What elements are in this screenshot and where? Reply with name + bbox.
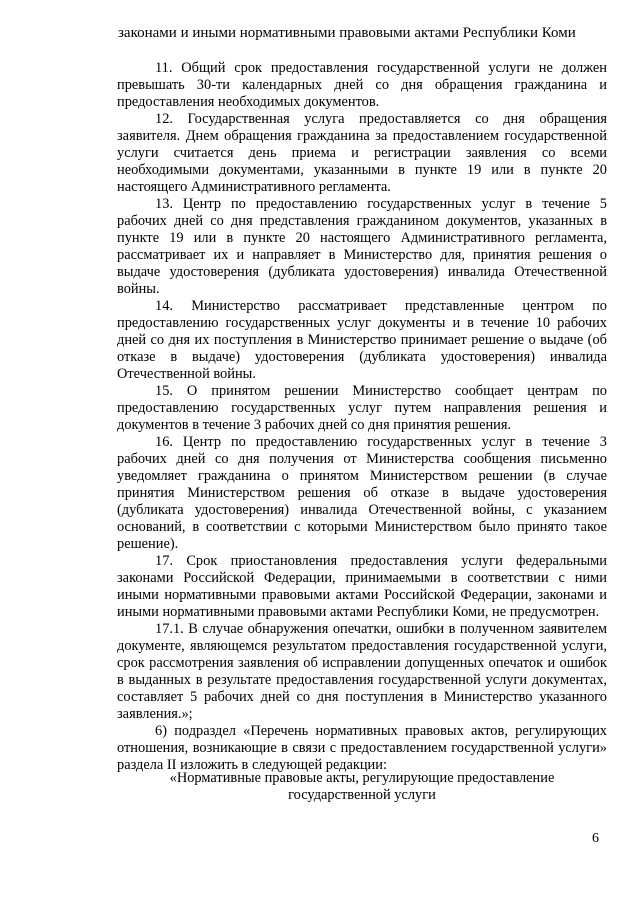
page-number: 6 (592, 831, 599, 846)
paragraph-13: 13. Центр по предоставлению государственных услуг в течение 5 рабочих дней со дня представления гражданином документов, указанных в пункте 19 или в пункте 20 настоящего Административного регламента, рассматривает их и направляет в Министерство для, принятия решения о выдаче удостоверения (дубликата удостоверения) инвалида Отечественной войны. (117, 196, 607, 297)
paragraph-15: 15. О принятом решении Министерство сообщает центрам по предоставлению государственных услуг путем направления решения и документов в течение 3 рабочих дней со дня принятия решения. (117, 383, 607, 433)
section-title (117, 770, 607, 804)
paragraph-11: 11. Общий срок предоставления государственной услуги не должен превышать 30-ти календарных дней со дня обращения гражданина и предоставления необходимых документов. (117, 60, 607, 110)
paragraph-16: 16. Центр по предоставлению государственных услуг в течение 3 рабочих дней со дня получения от Министерства сообщения письменно уведомляет гражданина о принятом Министерством решении (в случае принятия Министерством решения об отказе в выдаче удостоверения (дубликата удостоверения) инвалида Отечественной войны, с указанием оснований, в соответствии с которыми Министерством было принято такое решение). (117, 434, 607, 552)
paragraph-12: 12. Государственная услуга предоставляется со дня обращения заявителя. Днем обращения гражданина за предоставлением государственной услуги считается день приема и регистрации заявления со всеми необходимыми документами, указанными в пункте 19 или в пункте 20 настоящего Административного регламента. (117, 111, 607, 195)
section-title-line-1: «Нормативные правовые акты, регулирующие предоставление (169, 770, 555, 786)
paragraph-17: 17. Срок приостановления предоставления услуги федеральными законами Российской Федерации, принимаемыми в соответствии с ними иными нормативными правовыми актами Российской Федерации, законами и иными нормативными правовыми актами Республики Коми, не предусмотрен. (117, 553, 607, 620)
paragraph-17-1: 17.1. В случае обнаружения опечатки, ошибки в полученном заявителем документе, являющемся результатом предоставления государственной услуги, срок рассмотрения заявления об исправлении допущенных опечаток и ошибок в выданных в результате предоставления государственной услуги документах, составляет 5 рабочих дней со дня поступления в Министерство указанного заявления.»; (117, 621, 607, 722)
running-header: законами и иными нормативными правовыми актами Республики Коми (118, 25, 576, 41)
section-title-line-2: государственной услуги (288, 787, 436, 803)
document-body (117, 60, 607, 774)
paragraph-amendment-6: 6) подраздел «Перечень нормативных правовых актов, регулирующих отношения, возникающие в связи с предоставлением государственной услуги» раздела II изложить в следующей редакции: (117, 723, 607, 773)
paragraph-14: 14. Министерство рассматривает представленные центром по предоставлению государственных услуг документы и в течение 10 рабочих дней со дня их поступления в Министерство принимает решение о выдаче (об отказе в выдаче) удостоверения (дубликата удостоверения) инвалида Отечественной войны. (117, 298, 607, 382)
